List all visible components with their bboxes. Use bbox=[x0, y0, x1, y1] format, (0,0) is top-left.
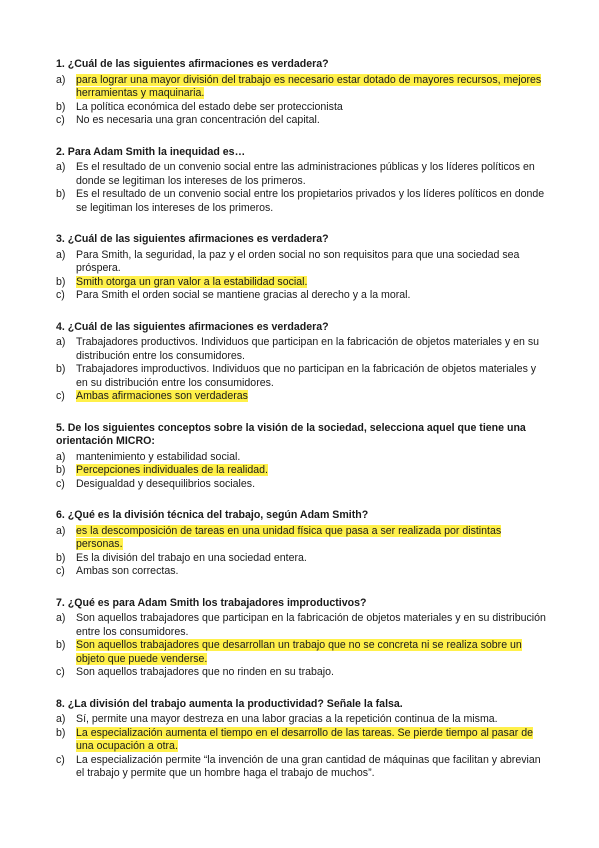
option-text bbox=[76, 464, 546, 478]
option-letter: b) bbox=[56, 639, 66, 651]
answer-option bbox=[56, 552, 546, 566]
answer-option bbox=[56, 713, 546, 727]
answer-option bbox=[56, 478, 546, 492]
option-letter: b) bbox=[56, 551, 66, 564]
option-text bbox=[76, 390, 546, 404]
option-text: Sí, permite una mayor destreza en una labor gracias a la repetición continua de la misma. bbox=[76, 713, 498, 725]
option-text: Son aquellos trabajadores que participan en la fabricación de objetos materiales y en su distribución entre los consumidores. bbox=[76, 612, 546, 638]
option-letter: a) bbox=[56, 450, 66, 463]
question-block bbox=[56, 233, 546, 303]
answer-option bbox=[56, 161, 546, 188]
question-title: 7. ¿Qué es para Adam Smith los trabajadores improductivos? bbox=[56, 596, 367, 609]
quiz-document bbox=[56, 58, 546, 799]
option-text: Es la división del trabajo en una sociedad entera. bbox=[76, 551, 307, 564]
option-text: No es necesaria una gran concentración del capital. bbox=[76, 114, 320, 126]
option-letter: b) bbox=[56, 363, 66, 375]
highlighted-answer-text: La especialización aumenta el tiempo en el desarrollo de las tareas. Se pierde tiempo al pasar de una ocupación a otra. bbox=[76, 726, 533, 752]
option-letter: a) bbox=[56, 73, 66, 86]
option-text: Desigualdad y desequilibrios sociales. bbox=[76, 477, 256, 490]
option-text: Es el resultado de un convenio social entre los propietarios privados y los líderes políticos en donde se legitiman los intereses de los primeros. bbox=[76, 188, 545, 214]
option-text: Son aquellos trabajadores que no rinden en su trabajo. bbox=[76, 666, 334, 678]
question-title: 3. ¿Cuál de las siguientes afirmaciones es verdadera? bbox=[56, 233, 329, 245]
option-letter: b) bbox=[56, 100, 66, 113]
question-block bbox=[56, 509, 546, 579]
option-text: La especialización permite “la invención de una gran cantidad de máquinas que facilitan y abrevian el trabajo y permite que un hombre haga el trabajo de muchos”. bbox=[76, 753, 541, 779]
answer-option bbox=[56, 188, 546, 215]
question-title: 6. ¿Qué es la división técnica del trabajo, según Adam Smith? bbox=[56, 509, 369, 521]
question-title: 1. ¿Cuál de las siguientes afirmaciones es verdadera? bbox=[56, 58, 329, 70]
option-text bbox=[76, 639, 546, 666]
answer-option bbox=[56, 276, 546, 290]
answer-option bbox=[56, 451, 546, 465]
answer-option bbox=[56, 666, 546, 680]
question-block bbox=[56, 698, 546, 781]
answer-option bbox=[56, 464, 546, 478]
option-letter: c) bbox=[56, 390, 65, 402]
highlighted-answer-text: para lograr una mayor división del trabajo es necesario estar dotado de mayores recursos, mejores herramientas y maquinaria. bbox=[76, 73, 542, 99]
option-letter: b) bbox=[56, 464, 66, 476]
option-letter: c) bbox=[56, 565, 65, 577]
option-text: Trabajadores improductivos. Individuos que no participan en la fabricación de objetos materiales y en su distribución entre los consumidores. bbox=[76, 363, 537, 389]
answer-option bbox=[56, 74, 546, 101]
option-letter: a) bbox=[56, 336, 66, 348]
question-block bbox=[56, 58, 546, 128]
question-block bbox=[56, 597, 546, 680]
option-letter: c) bbox=[56, 666, 65, 678]
option-letter: c) bbox=[56, 477, 65, 490]
option-letter: a) bbox=[56, 524, 66, 537]
option-letter: a) bbox=[56, 161, 66, 173]
question-block bbox=[56, 422, 546, 492]
option-letter: a) bbox=[56, 612, 66, 624]
answer-option bbox=[56, 525, 546, 552]
option-text: Trabajadores productivos. Individuos que participan en la fabricación de objetos materiales y en su distribución entre los consumidores. bbox=[76, 336, 540, 362]
question-block bbox=[56, 321, 546, 404]
option-letter: b) bbox=[56, 726, 66, 739]
option-text: Para Smith el orden social se mantiene gracias al derecho y a la moral. bbox=[76, 289, 411, 301]
option-text bbox=[76, 525, 546, 552]
question-title: 8. ¿La división del trabajo aumenta la productividad? Señale la falsa. bbox=[56, 697, 403, 710]
option-letter: c) bbox=[56, 114, 65, 126]
answer-option bbox=[56, 565, 546, 579]
highlighted-answer-text: Percepciones individuales de la realidad. bbox=[76, 464, 268, 476]
option-text: Ambas son correctas. bbox=[76, 565, 179, 577]
answer-option bbox=[56, 727, 546, 754]
option-letter: a) bbox=[56, 713, 66, 725]
answer-option bbox=[56, 289, 546, 303]
option-text bbox=[76, 74, 546, 101]
question-title: 4. ¿Cuál de las siguientes afirmaciones es verdadera? bbox=[56, 320, 329, 333]
answer-option bbox=[56, 114, 546, 128]
option-text: mantenimiento y estabilidad social. bbox=[76, 450, 241, 463]
option-letter: c) bbox=[56, 753, 65, 766]
option-text bbox=[76, 727, 546, 754]
answer-option bbox=[56, 754, 546, 781]
answer-option bbox=[56, 612, 546, 639]
question-block bbox=[56, 146, 546, 216]
option-letter: a) bbox=[56, 248, 66, 261]
answer-option bbox=[56, 249, 546, 276]
option-letter: b) bbox=[56, 188, 66, 200]
highlighted-answer-text: Smith otorga un gran valor a la estabilidad social. bbox=[76, 275, 308, 288]
answer-option bbox=[56, 101, 546, 115]
answer-option bbox=[56, 336, 546, 363]
highlighted-answer-text: Ambas afirmaciones son verdaderas bbox=[76, 390, 248, 402]
option-letter: b) bbox=[56, 275, 66, 288]
option-text bbox=[76, 276, 546, 290]
question-title: 5. De los siguientes conceptos sobre la visión de la sociedad, selecciona aquel que tiene una orientación MICRO: bbox=[56, 421, 526, 447]
option-text: Es el resultado de un convenio social entre las administraciones públicas y los líderes políticos en donde se legitiman los intereses de los primeros. bbox=[76, 161, 535, 187]
option-text: La política económica del estado debe ser proteccionista bbox=[76, 100, 343, 113]
highlighted-answer-text: es la descomposición de tareas en una unidad física que pasa a ser realizada por distintas personas. bbox=[76, 524, 502, 550]
option-letter: c) bbox=[56, 289, 65, 301]
question-title: 2. Para Adam Smith la inequidad es… bbox=[56, 145, 246, 158]
highlighted-answer-text: Son aquellos trabajadores que desarrollan un trabajo que no se concreta ni se realiza sobre un objeto que puede venderse. bbox=[76, 639, 522, 665]
answer-option bbox=[56, 390, 546, 404]
option-text: Para Smith, la seguridad, la paz y el orden social no son requisitos para que una sociedad sea próspera. bbox=[76, 248, 520, 274]
answer-option bbox=[56, 639, 546, 666]
answer-option bbox=[56, 363, 546, 390]
